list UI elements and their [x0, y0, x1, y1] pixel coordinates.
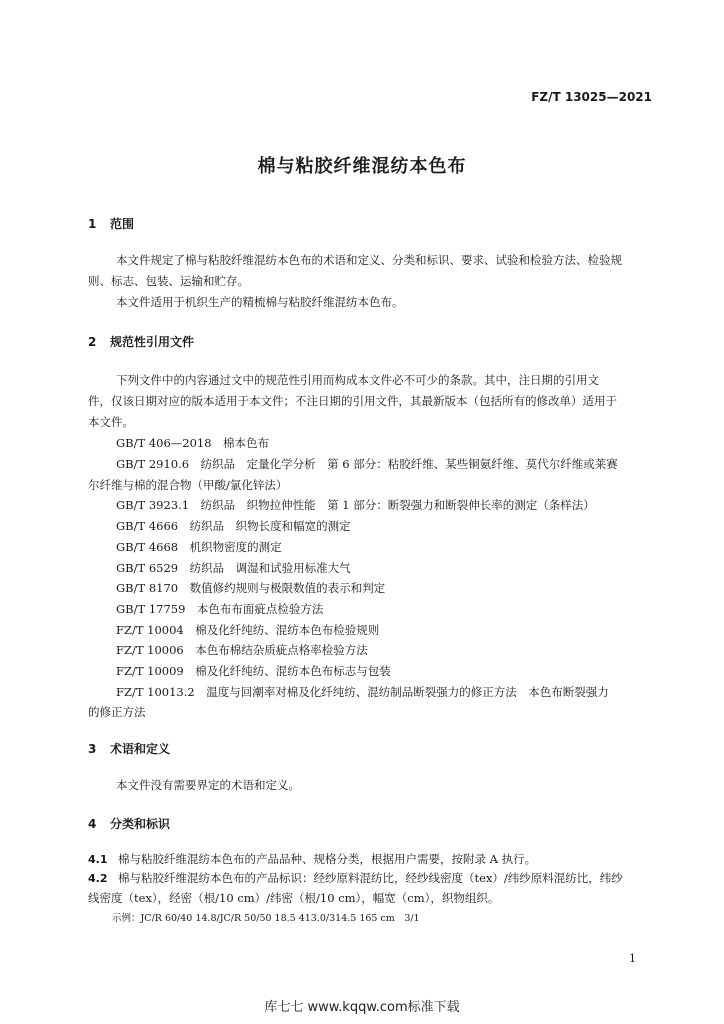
clause-number: 4.2 [88, 872, 108, 885]
paragraph-line: 本文件适用于机织生产的精梳棉与粘胶纤维混纺本色布。 [116, 295, 404, 309]
page-number: 1 [629, 952, 636, 965]
reference-item: GB/T 3923.1 纺织品 织物拉伸性能 第 1 部分：断裂强力和断裂伸长率的测定（条样法） [116, 498, 595, 512]
reference-item: FZ/T 10009 棉及化纤纯纺、混纺本色布标志与包装 [116, 664, 391, 678]
section-number: 4 [88, 817, 97, 831]
footer-watermark: 库七七 www.kqqw.com标准下载 [264, 1000, 460, 1015]
reference-item: GB/T 17759 本色布布面疵点检验方法 [116, 602, 324, 616]
section-title: 分类和标识 [110, 817, 171, 831]
section-1-heading [88, 215, 134, 232]
example-line: 示例：JC/R 60/40 14.8/JC/R 50/50 18.5 413.0/314.5 165 cm 3/1 [112, 913, 420, 924]
paragraph-line: 本文件规定了棉与粘胶纤维混纺本色布的术语和定义、分类和标识、要求、试验和检验方法、检验规 [116, 253, 622, 267]
paragraph-line: 则、标志、包装、运输和贮存。 [88, 274, 249, 288]
reference-item: GB/T 4668 机织物密度的测定 [116, 540, 282, 554]
reference-item: FZ/T 10006 本色布棉结杂质疵点格率检验方法 [116, 643, 368, 657]
reference-item: GB/T 2910.6 纺织品 定量化学分析 第 6 部分：粘胶纤维、某些铜氨纤维、莫代尔纤维或莱赛 [116, 457, 618, 471]
clause-text: 棉与粘胶纤维混纺本色布的产品标识：经纱原料混纺比，经纱线密度（tex）/纬纱原料混纺比，纬纱 [118, 871, 623, 885]
paragraph-line: 本文件。 [88, 415, 134, 429]
reference-item: 尔纤维与棉的混合物（甲酸/氯化锌法） [88, 478, 288, 492]
reference-item: FZ/T 10004 棉及化纤纯纺、混纺本色布检验规则 [116, 623, 380, 637]
standard-number: FZ/T 13025—2021 [531, 90, 652, 104]
section-title: 规范性引用文件 [110, 335, 195, 349]
section-number: 3 [88, 742, 97, 756]
reference-item: FZ/T 10013.2 温度与回潮率对棉及化纤纯纺、混纺制品断裂强力的修正方法 本色布断裂强力 [116, 685, 609, 699]
section-2-heading [88, 333, 194, 350]
reference-item: GB/T 406—2018 棉本色布 [116, 436, 270, 450]
section-3-heading [88, 740, 170, 757]
document-title: 棉与粘胶纤维混纺本色布 [257, 156, 467, 177]
paragraph-line: 件，仅该日期对应的版本适用于本文件；不注日期的引用文件，其最新版本（包括所有的修改单）适用于 [88, 394, 617, 408]
reference-item: GB/T 6529 纺织品 调湿和试验用标准大气 [116, 561, 351, 575]
paragraph-line: 下列文件中的内容通过文中的规范性引用而构成本文件必不可少的条款。其中，注日期的引用文 [116, 373, 599, 387]
reference-item: GB/T 8170 数值修约规则与极限数值的表示和判定 [116, 581, 386, 595]
clause-number: 4.1 [88, 853, 108, 866]
clause-text: 棉与粘胶纤维混纺本色布的产品品种、规格分类，根据用户需要，按附录 A 执行。 [118, 852, 537, 866]
section-title: 范围 [110, 217, 135, 231]
section-title: 术语和定义 [110, 742, 171, 756]
reference-item: 的修正方法 [88, 705, 146, 719]
section-number: 1 [88, 217, 97, 231]
clause-4-2 [88, 870, 623, 886]
section-4-heading [88, 815, 170, 832]
reference-item: GB/T 4666 纺织品 织物长度和幅宽的测定 [116, 519, 351, 533]
clause-4-1 [88, 851, 536, 867]
section-number: 2 [88, 335, 97, 349]
paragraph-line: 本文件没有需要界定的术语和定义。 [116, 778, 300, 792]
paragraph-line: 线密度（tex），经密（根/10 cm）/纬密（根/10 cm），幅宽（cm），织物组织。 [88, 891, 500, 905]
